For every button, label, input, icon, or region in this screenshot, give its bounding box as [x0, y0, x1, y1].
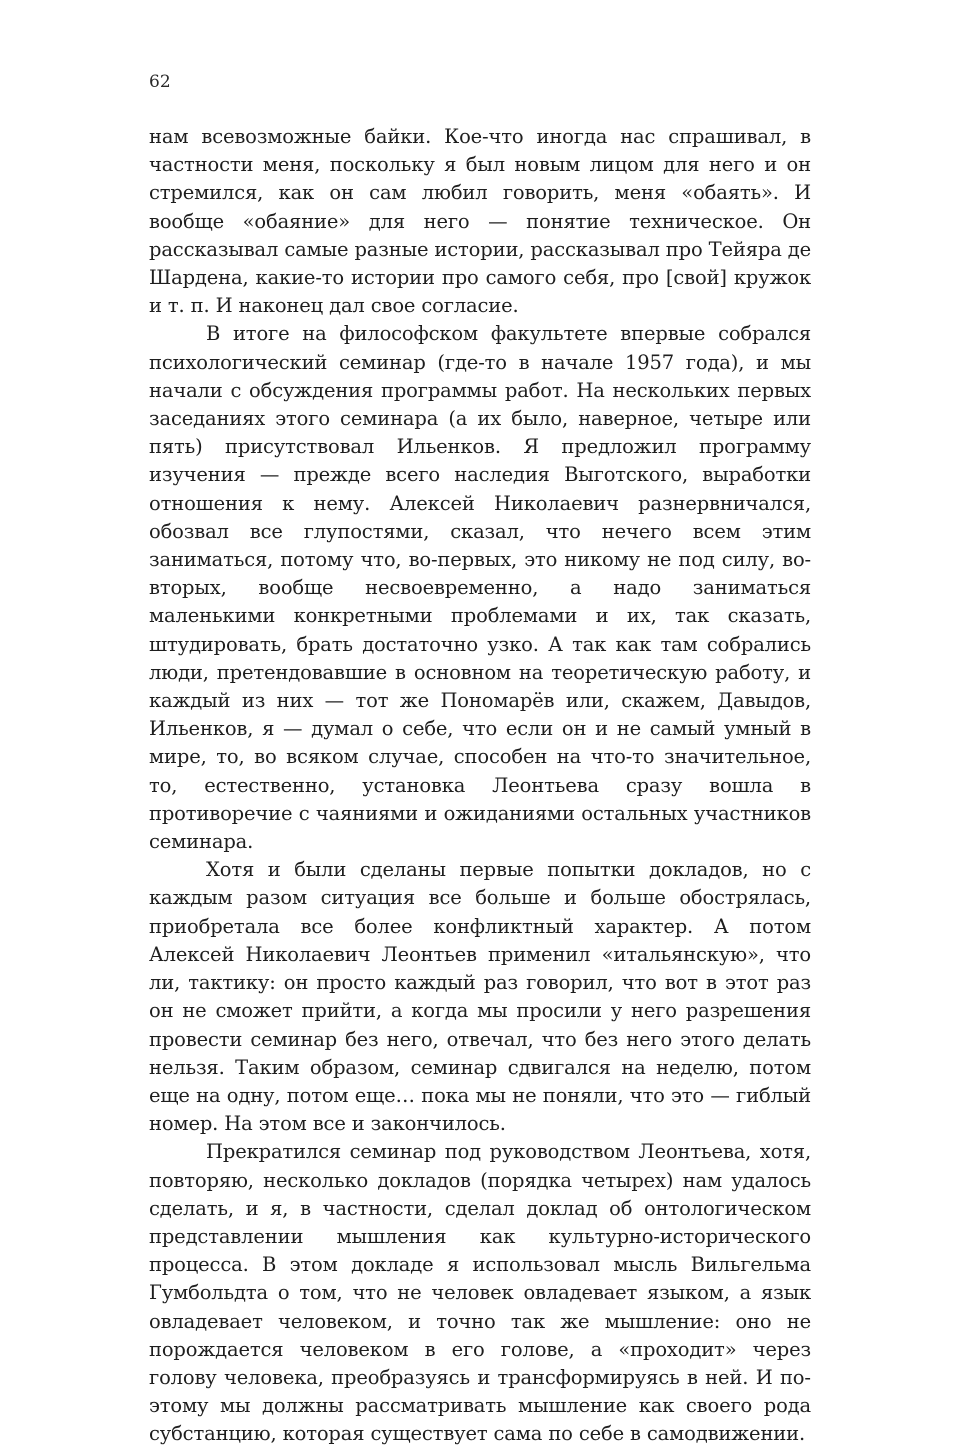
- body-text: [149, 123, 811, 1449]
- paragraph-1: нам всевозможные байки. Кое-что иногда нас спрашивал, в частности меня, поскольку я был новым лицом для него и он стремился, как он сам любил говорить, меня «обаять». И вообще «обаяние» для него — понятие техническое. Он рассказывал самые разные истории, рассказывал про Тейяра де Шардена, какие-то истории про самого себя, про [свой] кружок и т. п. И наконец дал свое согласие.: [149, 125, 811, 318]
- paragraph-2: В итоге на философском факультете впервые собрался психологический семинар (где-то в начале 1957 года), и мы начали с обсуждения программы работ. На нескольких первых заседаниях этого семинара (а их было, наверное, четыре или пять) присутствовал Ильенков. Я предложил программу изучения — прежде всего наследия Выготского, выработки отношения к нему. Алексей Николаевич разнервничался, обозвал все глупостями, сказал, что нечего всем этим заниматься, потому что, во-первых, это никому не под силу, во-вторых, вообще несвоевременно, а надо заниматься маленькими конкретными проблемами и их, так сказать, штудировать, брать достаточно узко. А так как там собрались люди, претендовавшие в основном на теоретическую работу, и каждый из них — тот же Пономарёв или, скажем, Давыдов, Ильенков, я — думал о себе, что если он и не самый умный в мире, то, во всяком случае, способен на что-то значительное, то, естественно, установка Леонтьева сразу вошла в противоречие с чаяниями и ожиданиями остальных участников семинара.: [149, 322, 811, 854]
- paragraph-3: Хотя и были сделаны первые попытки докладов, но с каждым разом ситуация все больше и больше обострялась, приобретала все более конфликтный характер. А потом Алексей Николаевич Леонтьев применил «итальянскую», что ли, тактику: он просто каждый раз говорил, что вот в этот раз он не сможет прийти, а когда мы просили у него разрешения провести семинар без него, отвечал, что без него этого делать нельзя. Таким образом, семинар сдвигался на неделю, потом еще на одну, потом еще… пока мы не поняли, что это — гиблый номер. На этом все и закончилось.: [149, 858, 811, 1136]
- paragraph-4: Прекратился семинар под руководством Леонтьева, хотя, повторяю, несколько докладов (порядка четырех) нам удалось сделать, и я, в частности, сделал доклад об онтологическом представлении мышления как культурно-исторического процесса. В этом докладе я использовал мысль Вильгельма Гумбольдта о том, что не человек овладевает языком, а язык овладевает человеком, и точно так же мышление: оно не порождается человеком в его голове, а «проходит» через голову человека, преобразуясь и трансформируясь в ней. И поэтому мы должны рассматривать мышление как своего рода субстанцию, которая существует сама по себе в самодвижении.: [149, 1140, 811, 1446]
- page-number: 62: [149, 72, 171, 92]
